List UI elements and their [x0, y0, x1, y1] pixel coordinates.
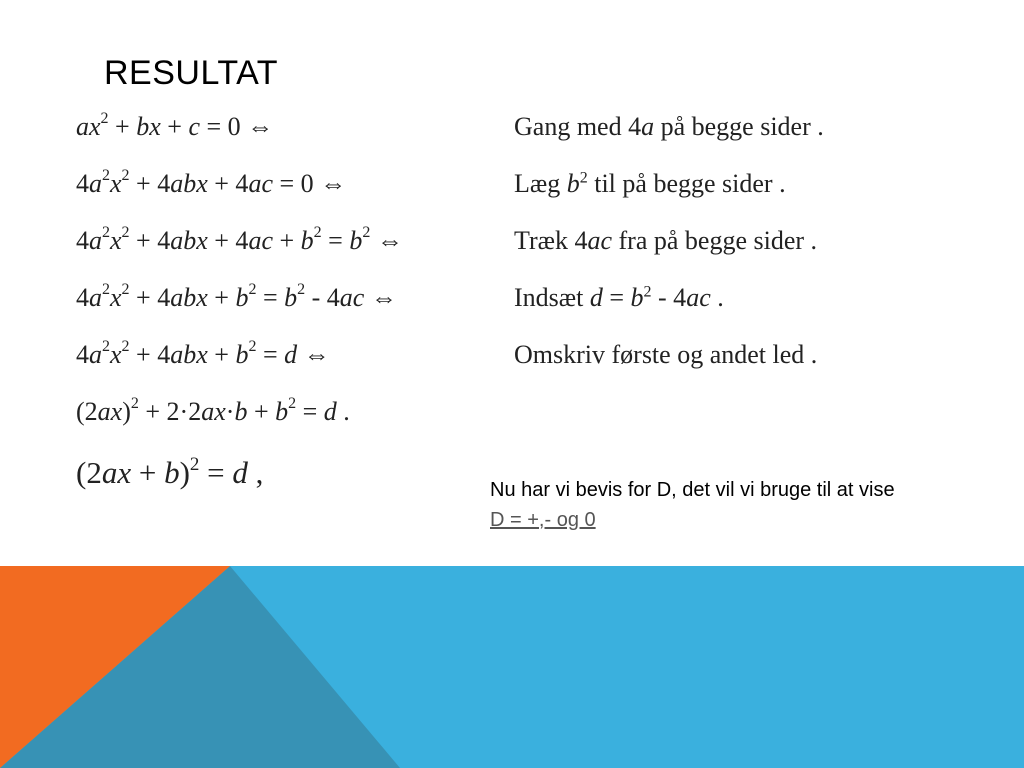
equation-line-5 — [76, 340, 330, 370]
equation-text: $4a^2x^2 + 4abx + 4ac = 0$ ⇔ — [76, 167, 347, 198]
equation-text: $4a^2x^2 + 4abx + b^2 = b^2 - 4ac$ ⇔ — [76, 281, 397, 312]
equation-line-4 — [76, 283, 397, 313]
explanation-text: Læg $b^2$ til på begge sider . — [514, 169, 786, 198]
equation-text: $4a^2x^2 + 4abx + 4ac + b^2 = b^2$ ⇔ — [76, 224, 403, 255]
equation-text: $(2ax + b)^2 = d$ , — [76, 453, 264, 490]
note-block — [490, 475, 895, 535]
note-text: Nu har vi bevis for D, det vil vi bruge til at vise — [490, 479, 895, 501]
equation-text: $4a^2x^2 + 4abx + b^2 = d$ ⇔ — [76, 338, 330, 369]
equation-line-7 — [76, 455, 263, 491]
explanation-text: Træk 4ac fra på begge sider . — [514, 226, 818, 255]
equation-line-1 — [76, 112, 273, 142]
explanation-line-1 — [514, 112, 824, 142]
equation-line-3 — [76, 226, 403, 256]
equation-text: $ax^2$ + bx + c = 0 ⇔ — [76, 110, 274, 141]
explanation-text: Gang med 4a på begge sider . — [514, 112, 824, 141]
explanation-text: Indsæt $d = b^2 - 4ac$ . — [514, 283, 724, 312]
equation-line-2 — [76, 169, 346, 199]
explanation-line-2 — [514, 169, 786, 199]
equation-text: $(2ax)^2 + 2\cdot 2ax\cdot b + b^2 = d$ . — [76, 395, 350, 426]
explanation-text: Omskriv første og andet led . — [514, 340, 818, 369]
explanation-line-3 — [514, 226, 817, 256]
slide-title: RESULTAT — [104, 54, 279, 92]
note-link[interactable]: D = +,- og 0 — [490, 509, 596, 531]
equation-line-6 — [76, 397, 350, 427]
explanation-line-5 — [514, 340, 817, 370]
explanation-line-4 — [514, 283, 724, 313]
